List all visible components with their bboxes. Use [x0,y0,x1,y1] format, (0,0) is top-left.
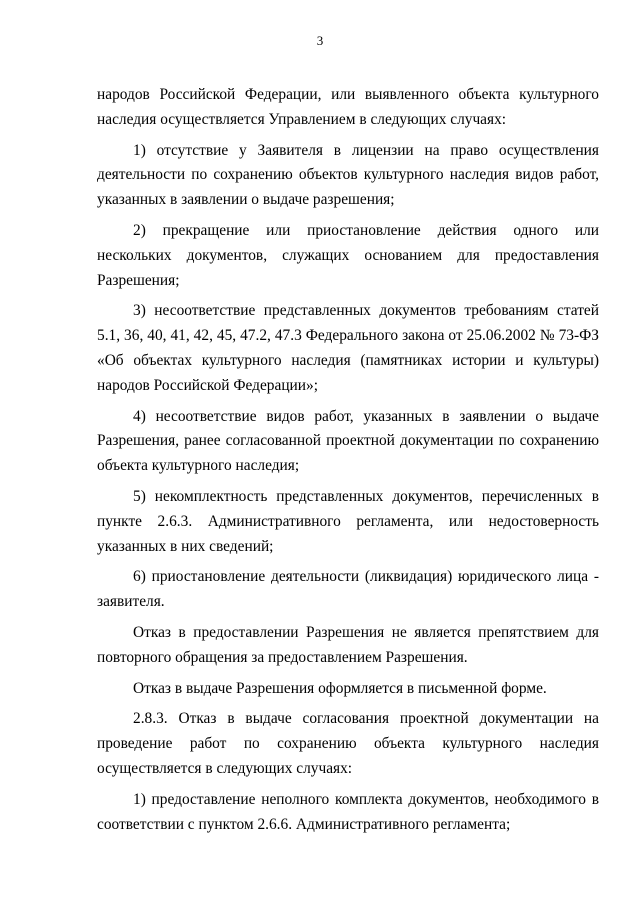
document-body [97,83,599,843]
refusal-reason-4: 4) несоответствие видов работ, указанных в заявлении о выдаче Разрешения, ранее согласованной проектной документации по сохранению объекта культурного наследия; [97,407,599,475]
refusal-reason-5: 5) некомплектность представленных документов, перечисленных в пункте 2.6.3. Административного регламента, или недостоверность указанных в них сведений; [97,487,599,555]
refusal-reason-3: 3) несоответствие представленных документов требованиям статей 5.1, 36, 40, 41, 42, 45, 47.2, 47.3 Федерального закона от 25.06.2002 № 73-ФЗ «Об объектах культурного наследия (памятниках истории и культуры) народов Российской Федерации»; [97,302,599,394]
refusal-reason-2: 2) прекращение или приостановление действия одного или нескольких документов, служащих основанием для предоставления Разрешения; [97,221,599,289]
paragraph-continuation: народов Российской Федерации, или выявленного объекта культурного наследия осуществляется Управлением в следующих случаях: [97,86,599,128]
refusal-not-obstacle-paragraph: Отказ в предоставлении Разрешения не является препятствием для повторного обращения за предоставлением Разрешения. [97,623,599,666]
section-2-8-3-reason-1: 1) предоставление неполного комплекта документов, необходимого в соответствии с пунктом 2.6.6. Административного регламента; [97,790,599,833]
refusal-reason-1: 1) отсутствие у Заявителя в лицензии на право осуществления деятельности по сохранению объектов культурного наследия видов работ, указанных в заявлении о выдаче разрешения; [97,141,599,209]
refusal-written-form-paragraph: Отказ в выдаче Разрешения оформляется в письменной форме. [133,679,547,697]
refusal-reason-6: 6) приостановление деятельности (ликвидация) юридического лица - заявителя. [97,568,599,611]
section-2-8-3-paragraph: 2.8.3. Отказ в выдаче согласования проектной документации на проведение работ по сохранению объекта культурного наследия осуществляется в следующих случаях: [97,710,599,777]
page-number: 3 [316,33,324,48]
